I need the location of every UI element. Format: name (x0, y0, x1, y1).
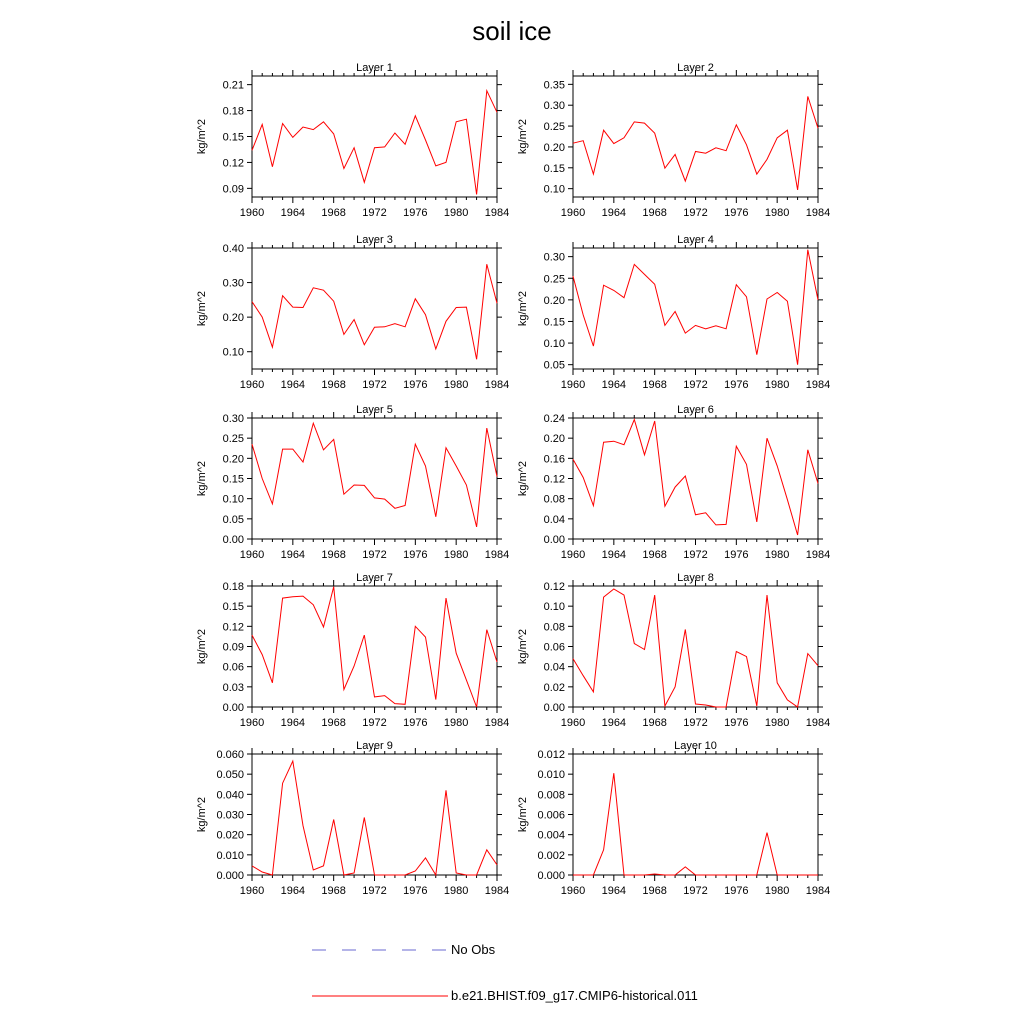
y-tick-label: 0.09 (222, 641, 244, 654)
x-tick-label: 1984 (805, 207, 831, 219)
legend-label-no-obs: No Obs (451, 942, 496, 957)
y-tick-label: 0.20 (543, 141, 565, 154)
y-tick-label: 0.002 (537, 849, 565, 862)
y-tick-label: 0.18 (222, 581, 244, 593)
y-tick-label: 0.20 (543, 294, 565, 307)
y-tick-label: 0.00 (222, 534, 244, 546)
y-tick-label: 0.21 (222, 79, 244, 92)
y-tick-label: 0.06 (222, 661, 244, 674)
y-tick-label: 0.04 (543, 513, 565, 526)
panel-layer-7 (196, 572, 509, 729)
series-line (252, 423, 497, 527)
y-tick-label: 0.30 (543, 251, 565, 264)
x-tick-label: 1960 (239, 207, 265, 219)
x-tick-label: 1984 (805, 885, 831, 897)
x-tick-label: 1972 (362, 207, 387, 219)
x-tick-label: 1972 (683, 207, 708, 219)
y-tick-label: 0.060 (216, 749, 244, 761)
x-tick-label: 1980 (764, 549, 790, 561)
x-tick-label: 1980 (443, 885, 469, 897)
x-tick-label: 1968 (321, 207, 346, 219)
y-tick-label: 0.15 (222, 131, 244, 144)
x-tick-label: 1976 (724, 379, 749, 391)
x-tick-label: 1980 (764, 885, 790, 897)
x-tick-label: 1984 (805, 379, 831, 391)
x-tick-label: 1960 (560, 885, 586, 897)
y-axis-label: kg/m^2 (517, 118, 529, 155)
plot-frame (573, 76, 818, 197)
y-axis-label: kg/m^2 (196, 460, 208, 497)
y-tick-label: 0.25 (543, 273, 565, 286)
x-tick-label: 1960 (560, 549, 586, 561)
x-tick-label: 1960 (239, 379, 265, 391)
x-tick-label: 1968 (642, 549, 667, 561)
legend-line-no-obs (310, 940, 450, 960)
y-tick-label: 0.15 (543, 316, 565, 329)
x-tick-label: 1968 (642, 379, 667, 391)
x-tick-label: 1960 (239, 549, 265, 561)
y-axis-label: kg/m^2 (196, 118, 208, 155)
x-tick-label: 1976 (724, 885, 749, 897)
x-tick-label: 1968 (321, 379, 346, 391)
y-tick-label: 0.000 (537, 870, 565, 882)
plot-frame (252, 418, 497, 539)
x-tick-label: 1964 (601, 885, 627, 897)
legend-item-no-obs (0, 940, 1024, 960)
series-line (573, 589, 818, 707)
x-tick-label: 1960 (560, 379, 586, 391)
panel-title: Layer 5 (356, 404, 393, 416)
panel-layer-1 (196, 62, 509, 219)
panel-layer-9 (196, 740, 509, 897)
x-tick-label: 1976 (724, 717, 749, 729)
x-tick-label: 1976 (724, 549, 749, 561)
y-tick-label: 0.30 (543, 100, 565, 113)
x-tick-label: 1960 (239, 885, 265, 897)
series-line (252, 91, 497, 195)
y-tick-label: 0.10 (543, 183, 565, 196)
panel-title: Layer 1 (356, 62, 393, 74)
x-tick-label: 1980 (443, 379, 469, 391)
y-tick-label: 0.02 (543, 681, 565, 694)
y-tick-label: 0.15 (222, 601, 244, 614)
y-tick-label: 0.35 (543, 79, 565, 92)
y-tick-label: 0.10 (222, 493, 244, 506)
x-tick-label: 1972 (362, 379, 387, 391)
panel-layer-10 (517, 740, 830, 897)
series-line (573, 96, 818, 189)
y-axis-label: kg/m^2 (517, 460, 529, 497)
x-tick-label: 1968 (321, 549, 346, 561)
y-tick-label: 0.040 (216, 789, 244, 802)
x-tick-label: 1980 (443, 207, 469, 219)
x-tick-label: 1976 (724, 207, 749, 219)
y-tick-label: 0.08 (543, 621, 565, 634)
y-tick-label: 0.18 (222, 105, 244, 118)
series-line (252, 264, 497, 359)
panel-layer-5 (196, 404, 509, 561)
series-line (252, 761, 497, 875)
x-tick-label: 1984 (484, 885, 510, 897)
x-tick-label: 1964 (601, 207, 627, 219)
y-tick-label: 0.10 (543, 338, 565, 351)
y-tick-label: 0.20 (543, 433, 565, 446)
y-tick-label: 0.15 (222, 473, 244, 486)
x-tick-label: 1968 (321, 885, 346, 897)
y-axis-label: kg/m^2 (517, 290, 529, 327)
plot-frame (252, 248, 497, 369)
x-tick-label: 1972 (683, 549, 708, 561)
x-tick-label: 1976 (403, 717, 428, 729)
x-tick-label: 1980 (764, 717, 790, 729)
panel-layer-8 (517, 572, 830, 729)
x-tick-label: 1980 (443, 549, 469, 561)
y-axis-label: kg/m^2 (196, 796, 208, 833)
y-tick-label: 0.40 (222, 243, 244, 255)
x-tick-label: 1976 (403, 549, 428, 561)
x-tick-label: 1964 (280, 549, 306, 561)
y-tick-label: 0.16 (543, 453, 565, 466)
x-tick-label: 1960 (560, 207, 586, 219)
y-tick-label: 0.20 (222, 453, 244, 466)
panel-layer-2 (517, 62, 830, 219)
y-tick-label: 0.10 (222, 346, 244, 359)
plot-frame (252, 76, 497, 197)
x-tick-label: 1980 (764, 379, 790, 391)
y-tick-label: 0.30 (222, 277, 244, 290)
x-tick-label: 1976 (403, 207, 428, 219)
y-tick-label: 0.12 (222, 157, 244, 170)
y-tick-label: 0.008 (537, 789, 565, 802)
y-axis-label: kg/m^2 (517, 628, 529, 665)
panel-title: Layer 9 (356, 740, 393, 752)
x-tick-label: 1960 (239, 717, 265, 729)
y-tick-label: 0.000 (216, 870, 244, 882)
x-tick-label: 1968 (642, 717, 667, 729)
y-tick-label: 0.08 (543, 493, 565, 506)
y-tick-label: 0.05 (222, 513, 244, 526)
y-tick-label: 0.010 (216, 849, 244, 862)
y-tick-label: 0.00 (543, 534, 565, 546)
panel-title: Layer 8 (677, 572, 714, 584)
x-tick-label: 1964 (601, 717, 627, 729)
y-tick-label: 0.25 (222, 433, 244, 446)
y-tick-label: 0.00 (222, 702, 244, 714)
x-tick-label: 1984 (484, 717, 510, 729)
x-tick-label: 1976 (403, 379, 428, 391)
x-tick-label: 1968 (642, 885, 667, 897)
x-tick-label: 1984 (484, 549, 510, 561)
x-tick-label: 1972 (683, 885, 708, 897)
y-tick-label: 0.12 (543, 473, 565, 486)
plot-frame (252, 586, 497, 707)
x-tick-label: 1964 (280, 717, 306, 729)
page-title: soil ice (472, 16, 552, 46)
legend-label-model: b.e21.BHIST.f09_g17.CMIP6-historical.011 (451, 988, 698, 1003)
plot-frame (573, 248, 818, 369)
y-tick-label: 0.06 (543, 641, 565, 654)
y-tick-label: 0.020 (216, 829, 244, 842)
x-tick-label: 1968 (642, 207, 667, 219)
x-tick-label: 1964 (280, 379, 306, 391)
x-tick-label: 1972 (683, 717, 708, 729)
legend-item-model (0, 986, 1024, 1006)
y-tick-label: 0.20 (222, 312, 244, 325)
series-line (573, 250, 818, 365)
x-tick-label: 1972 (362, 549, 387, 561)
y-tick-label: 0.004 (537, 829, 565, 842)
x-tick-label: 1972 (362, 717, 387, 729)
y-tick-label: 0.09 (222, 183, 244, 196)
x-tick-label: 1980 (764, 207, 790, 219)
x-tick-label: 1984 (805, 549, 831, 561)
x-tick-label: 1964 (280, 207, 306, 219)
y-tick-label: 0.04 (543, 661, 565, 674)
plot-frame (252, 754, 497, 875)
x-tick-label: 1964 (601, 549, 627, 561)
x-tick-label: 1984 (484, 207, 510, 219)
y-tick-label: 0.25 (543, 121, 565, 134)
x-tick-label: 1980 (443, 717, 469, 729)
panel-title: Layer 4 (677, 234, 714, 246)
series-line (573, 773, 818, 875)
y-axis-label: kg/m^2 (517, 796, 529, 833)
panel-layer-6 (517, 404, 830, 561)
series-line (573, 420, 818, 536)
plot-frame (573, 754, 818, 875)
panel-title: Layer 2 (677, 62, 714, 74)
y-tick-label: 0.30 (222, 413, 244, 425)
y-tick-label: 0.00 (543, 702, 565, 714)
x-tick-label: 1972 (683, 379, 708, 391)
y-tick-label: 0.010 (537, 769, 565, 782)
panel-title: Layer 6 (677, 404, 714, 416)
x-tick-label: 1984 (805, 717, 831, 729)
y-axis-label: kg/m^2 (196, 628, 208, 665)
y-tick-label: 0.050 (216, 769, 244, 782)
series-line (252, 587, 497, 707)
panel-title: Layer 7 (356, 572, 393, 584)
y-tick-label: 0.12 (543, 581, 565, 593)
y-tick-label: 0.10 (543, 601, 565, 614)
y-tick-label: 0.15 (543, 162, 565, 175)
x-tick-label: 1964 (601, 379, 627, 391)
y-tick-label: 0.12 (222, 621, 244, 634)
x-tick-label: 1964 (280, 885, 306, 897)
x-tick-label: 1976 (403, 885, 428, 897)
y-tick-label: 0.03 (222, 681, 244, 694)
panel-layer-3 (196, 234, 509, 391)
panel-title: Layer 3 (356, 234, 393, 246)
y-tick-label: 0.030 (216, 809, 244, 822)
y-tick-label: 0.012 (537, 749, 565, 761)
x-tick-label: 1960 (560, 717, 586, 729)
x-tick-label: 1968 (321, 717, 346, 729)
legend-line-model (310, 986, 450, 1006)
x-tick-label: 1984 (484, 379, 510, 391)
y-tick-label: 0.006 (537, 809, 565, 822)
x-tick-label: 1972 (362, 885, 387, 897)
y-tick-label: 0.05 (543, 359, 565, 372)
panel-layer-4 (517, 234, 830, 391)
y-axis-label: kg/m^2 (196, 290, 208, 327)
y-tick-label: 0.24 (543, 413, 565, 425)
panel-title: Layer 10 (674, 740, 717, 752)
